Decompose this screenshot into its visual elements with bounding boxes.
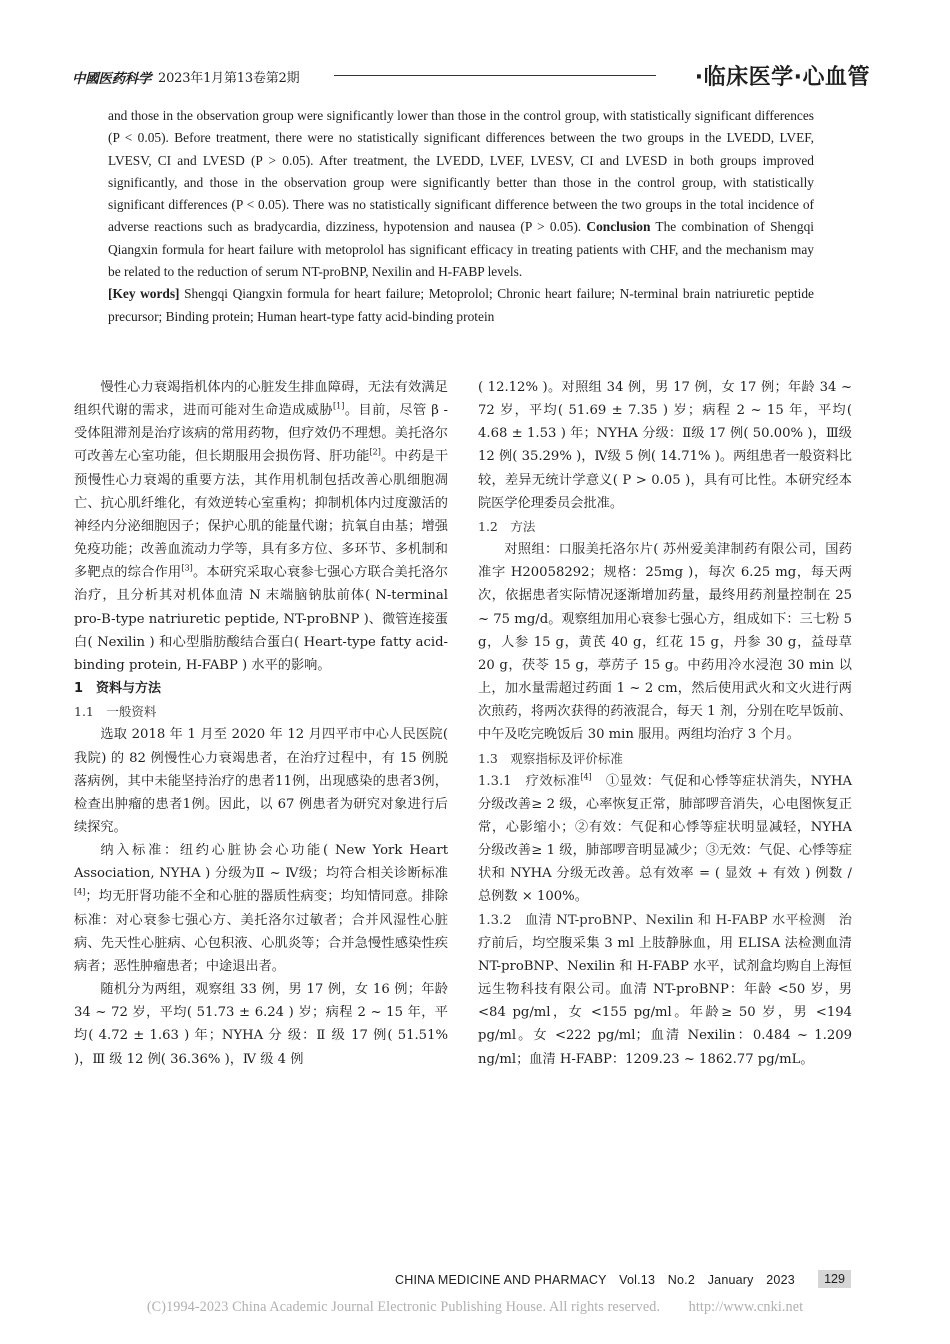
efficacy-criteria-paragraph	[478, 770, 852, 909]
abstract-results: and those in the observation group were significantly lower than those in the control group, with statistically significant differences (P < 0.05). Before treatment, there were no statistically significant differences between the two groups in the LVEDD, LVEF, LVESV, CI and LVESD (P > 0.05). After treatment, the LVEDD, LVEF, LVESV, CI and LVESD in both groups improved significantly, and those in the observation group were significantly better than those in the control group, with statistically significant differences (P < 0.05). There was no statistically significant difference between the two groups in the total incidence of adverse reactions such as bradycardia, dizziness, hypotension and nausea (P > 0.05).	[108, 108, 814, 235]
serum-detection-text: 治疗前后，均空腹采集 3 ml 上肢静脉血，用 ELISA 法检测血清 NT-proBNP、Nexilin 和 H-FABP 水平，试剂盒均购自上海恒远生物科技有限公司。血清 NT-proBNP：年龄 <50 岁，男 <84 pg/ml，女 <155 pg/ml。年龄≥ 50 岁，男 <194 pg/ml。女 <222 pg/ml；血清 Nexilin：0.484 ~ 1.209 ng/ml；血清 H-FABP：1209.23 ~ 1862.77 pg/mL。	[478, 912, 852, 1067]
keywords	[108, 283, 814, 328]
intro-text-3: 。中药是干预慢性心力衰竭的重要方法，其作用机制包括改善心肌细胞凋亡、抗心肌纤维化，有效逆转心室重构；抑制机体内过度激活的神经内分泌细胞因子；保护心肌的能量代谢；抗氧自由基；增强免疫功能；改善血流动力学等，具有多方位、多环节、多机制和多靶点的综合作用	[74, 449, 449, 581]
efficacy-criteria-text: ①显效：气促和心悸等症状消失，NYHA 分级改善≥ 2 级，心率恢复正常，肺部啰音消失，心电图恢复正常，心影缩小；②有效：气促和心悸等症状明显减轻，NYHA 分级改善≥ 1 级，肺部啰音明显减少；③无效：气促、心悸等症状和 NYHA 分级无改善。总有效率 = ( 显效 + 有效 ) 例数 / 总例数 × 100%。	[478, 773, 852, 905]
subsection-heading: 1.3 观察指标及评价标准	[478, 750, 623, 766]
criteria-text-1: 纳入标准：纽约心脏协会心功能( New York Heart Association, NYHA ) 分级为Ⅱ ~ Ⅳ级；均符合相关诊断标准	[74, 843, 448, 882]
citation: [4]	[74, 888, 86, 898]
grouping-continued: ( 12.12% )。对照组 34 例，男 17 例，女 17 例；年龄 34 ~ 72 岁，平均( 51.69 ± 7.35 ) 岁；病程 2 ~ 15 年，平均( 4.68 ± 1.53 ) 年；NYHA 分级：Ⅱ级 17 例( 50.00% )，Ⅲ级 12 例( 35.29% )，Ⅳ级 5 例( 14.71% )。两组患者一般资料比较，差异无统计学意义( P > 0.05 )，具有可比性。本研究经本院医学伦理委员会批准。	[478, 380, 852, 511]
subsection-heading: 1.1 一般资料	[74, 704, 157, 720]
general-data-paragraph: 选取 2018 年 1 月至 2020 年 12 月四平市中心人民医院( 我院) 的 82 例慢性心力衰竭患者，在治疗过程中，有 15 例脱落病例，其中未能坚持治疗的患者11例，出现感染的患者3例，检查出肿瘤的患者1例。因此，以 67 例患者为研究对象进行后续探究。	[74, 727, 448, 835]
left-column	[74, 376, 448, 1071]
conclusion-text: The combination of Shengqi Qiangxin formula for heart failure with metoprolol has significant efficacy in treating patients with CHF, and the mechanism may be related to the reduction of serum NT-proBNP, Nexilin and H-FABP levels.	[108, 219, 814, 280]
citation: [3]	[181, 563, 193, 573]
citation: [4]	[580, 772, 592, 782]
subsection-heading: 1.2 方法	[478, 518, 536, 534]
abstract-text	[108, 105, 814, 283]
keywords-label: [Key words]	[108, 286, 180, 302]
copyright-watermark: (C)1994-2023 China Academic Journal Electronic Publishing House. All rights reserved. http://www.cnki.net	[146, 1299, 804, 1315]
subsubsection-heading: 1.3.2 血清 NT-proBNP、Nexilin 和 H-FABP 水平检测	[478, 912, 826, 928]
english-abstract	[108, 105, 814, 328]
page-number: 129	[818, 1270, 851, 1288]
grouping-paragraph: 随机分为两组，观察组 33 例，男 17 例，女 16 例；年龄 34 ~ 72 岁，平均( 51.73 ± 6.24 ) 岁；病程 2 ~ 15 年，平 均( 4.72 ± 1.63 ) 年；NYHA 分 级：Ⅱ 级 17 例( 51.51% )，Ⅲ 级 12 例( 36.36% )，Ⅳ 级 4 例	[74, 982, 448, 1067]
criteria-paragraph	[74, 839, 448, 978]
keywords-text: Shengqi Qiangxin formula for heart failure; Metoprolol; Chronic heart failure; N-terminal brain natriuretic peptide precursor; Binding protein; Human heart-type fatty acid-binding protein	[108, 286, 814, 324]
page-header	[72, 62, 870, 92]
header-rule	[334, 75, 656, 76]
serum-detection-paragraph	[478, 909, 852, 1071]
intro-text-2: 。目前，尽管 β - 受体阻滞剂是治疗该病的常用药物，但疗效仍不理想。美托洛尔可改善左心室功能，但长期服用会损伤肾、肝功能	[74, 403, 448, 465]
issue-info: 2023年1月第13卷第2期	[158, 71, 300, 86]
citation: [1]	[333, 401, 345, 411]
section-heading: 1 资料与方法	[74, 681, 162, 697]
journal-logo: 中國医药科学	[72, 71, 152, 87]
section-title: ·临床医学·心血管	[694, 65, 870, 90]
intro-text-1: 慢性心力衰竭指机体内的心脏发生排血障碍，无法有效满足组织代谢的需求，进而可能对生命造成威胁	[74, 380, 448, 419]
citation: [2]	[369, 448, 381, 458]
conclusion-label: Conclusion	[586, 219, 651, 235]
page-footer: CHINA MEDICINE AND PHARMACY Vol.13 No.2 January 2023	[395, 1273, 795, 1287]
right-column	[478, 376, 852, 1071]
intro-text-4: 。本研究采取心衰参七强心方联合美托洛尔治疗，且分析其对机体血清 N 末端脑钠肽前体( N-terminal pro-B-type natriuretic peptide, NT-proBNP )、微管连接蛋白( Nexilin ) 和心型脂肪酸结合蛋白( Heart-type fatty acid-binding protein, H-FABP ) 水平的影响。	[74, 565, 448, 673]
subsubsection-heading: 1.3.1 疗效标准	[478, 773, 581, 789]
methods-paragraph: 对照组：口服美托洛尔片( 苏州爱美津制药有限公司，国药准字 H20058292；规格：25mg )，每次 6.25 mg，每天两次，依据患者实际情况逐渐增加药量，最终用药剂量控制在 25 ~ 75 mg/d。观察组加用心衰参七强心方，组成如下：三七粉 5 g，人参 15 g，黄芪 40 g，红花 15 g，丹参 30 g，益母草 20 g，茯苓 15 g，葶苈子 15 g。中药用冷水浸泡 30 min 以上，加水量需超过药面 1 ~ 2 cm，然后使用武火和文火进行两次煎药，将两次获得的药液混合，每天 1 剂，分别在吃早饭前、中午及吃完晚饭后 30 min 服用。两组均治疗 3 个月。	[478, 542, 852, 743]
intro-paragraph	[74, 376, 448, 677]
criteria-text-2: ；均无肝肾功能不全和心脏的器质性病变；均知情同意。排除标准：对心衰参七强心方、美托洛尔过敏者；合并风湿性心脏病、先天性心脏病、心包积液、心肌炎等；合并急慢性感染性疾病者；恶性肿瘤患者；中途退出者。	[74, 889, 448, 974]
